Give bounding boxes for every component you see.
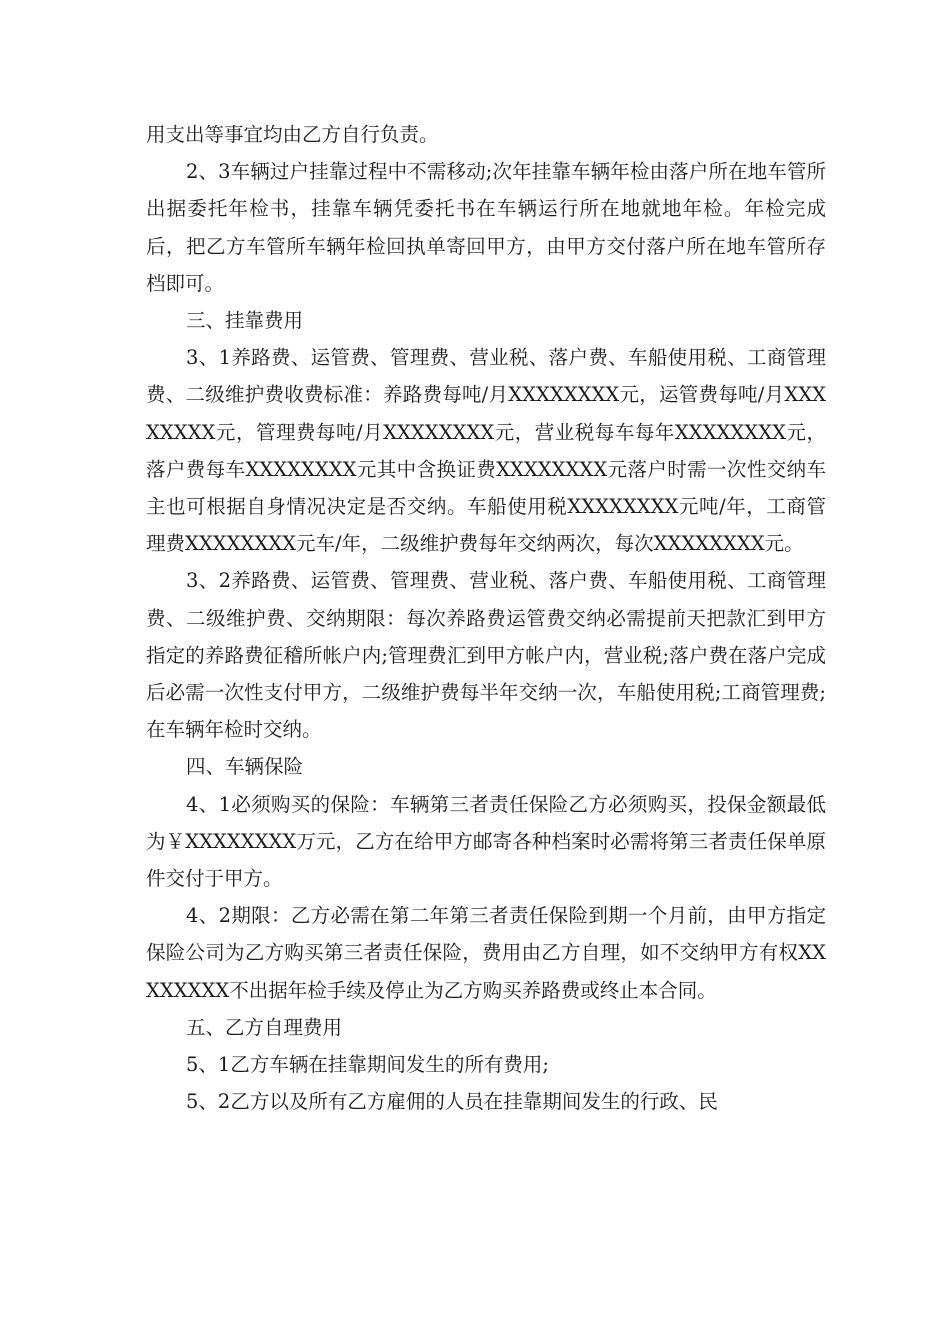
clause-3-1: 3、1养路费、运管费、管理费、营业税、落户费、车船使用税、工商管理费、二级维护费收费标准：养路费每吨/月XXXXXXXX元，运管费每吨/月XXXXXXXX元，管理费每吨/月XXXXXXXX元，营业税每车每年XXXXXXXX元，落户费每车XXXXXXXX元其中含换证费XXXXXXXX元落户时需一次性交纳车主也可根据自身情况决定是否交纳。车船使用税XXXXXXXX元吨/年，工商管理费XXXXXXXX元车/年，二级维护费每年交纳两次，每次XXXXXXXX元。 [146,346,826,556]
section-heading-insurance: 四、车辆保险 [186,755,304,779]
clause-4-2: 4、2期限：乙方必需在第二年第三者责任保险到期一个月前，由甲方指定保险公司为乙方购买第三者责任保险，费用由乙方自理，如不交纳甲方有权XXXXXXXX不出据年检手续及停止为乙方购买养路费或终止本合同。 [146,904,826,1002]
clause-5-2: 5、2乙方以及所有乙方雇佣的人员在挂靠期间发生的行政、民 [186,1090,718,1114]
section-heading-self-paid: 五、乙方自理费用 [186,1015,343,1039]
clause-2-3: 2、3车辆过户挂靠过程中不需移动;次年挂靠车辆年检由落户所在地车管所出据委托年检书，挂靠车辆凭委托书在车辆运行所在地就地年检。年检完成后，把乙方车管所车辆年检回执单寄回甲方，由甲方交付落户所在地车管所存档即可。 [146,160,826,295]
clause-3-2: 3、2养路费、运管费、管理费、营业税、落户费、车船使用税、工商管理费、二级维护费、交纳期限：每次养路费运管费交纳必需提前天把款汇到甲方指定的养路费征稽所帐户内;管理费汇到甲方帐户内，营业税;落户费在落户完成后必需一次性支付甲方，二级维护费每半年交纳一次，车船使用税;工商管理费;在车辆年检时交纳。 [146,569,826,742]
paragraph-continuation: 用支出等事宜均由乙方自行负责。 [146,123,439,146]
section-heading-fees: 三、挂靠费用 [186,309,304,333]
clause-4-1: 4、1必须购买的保险：车辆第三者责任保险乙方必须购买，投保金额最低为￥XXXXXXXX万元，乙方在给甲方邮寄各种档案时必需将第三者责任保单原件交付于甲方。 [146,792,826,891]
clause-5-1: 5、1乙方车辆在挂靠期间发生的所有费用; [186,1053,549,1077]
document-body [146,116,826,1120]
